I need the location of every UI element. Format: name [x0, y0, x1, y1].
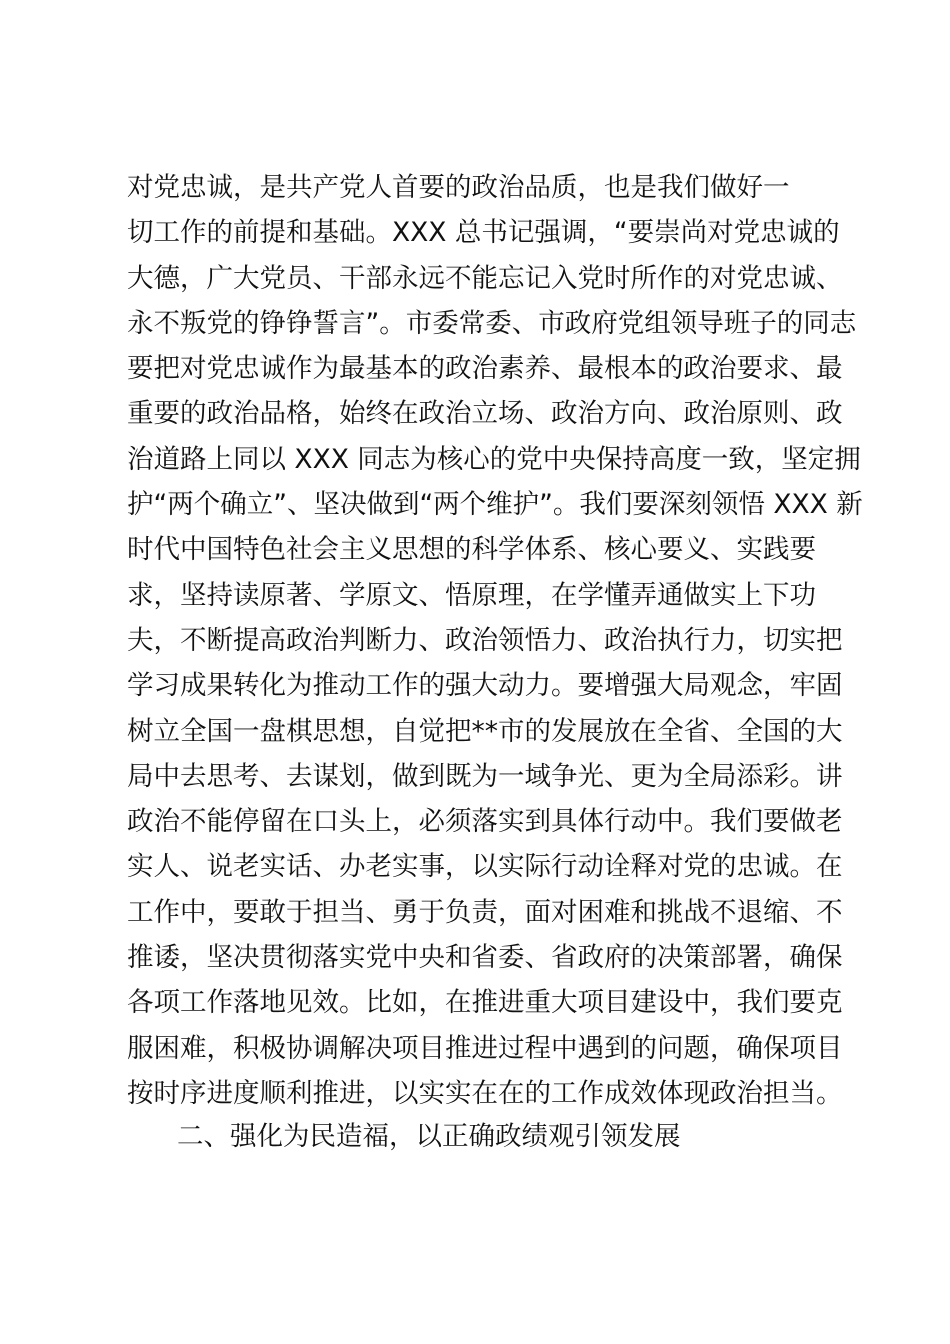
paragraph-line: 学习成果转化为推动工作的强大动力。要增强大局观念，牢固	[127, 670, 843, 702]
paragraph-line: 政治不能停留在口头上，必须落实到具体行动中。我们要做老	[127, 806, 843, 838]
paragraph-line: 实人、说老实话、办老实事，以实际行动诠释对党的忠诚。在	[127, 851, 843, 883]
paragraph-line: 大德，广大党员、干部永远不能忘记入党时所作的对党忠诚、	[127, 262, 843, 294]
paragraph-line: 永不叛党的铮铮誓言”。市委常委、市政府党组领导班子的同志	[127, 307, 857, 339]
paragraph-line: 要把对党忠诚作为最基本的政治素养、最根本的政治要求、最	[127, 353, 843, 385]
paragraph-line: 治道路上同以 XXX 同志为核心的党中央保持高度一致，坚定拥	[127, 443, 861, 475]
paragraph-line: 时代中国特色社会主义思想的科学体系、核心要义、实践要	[127, 534, 816, 566]
body-paragraph	[127, 165, 863, 1116]
paragraph-line: 推诿，坚决贯彻落实党中央和省委、省政府的决策部署，确保	[127, 942, 843, 974]
paragraph-line: 按时序进度顺利推进，以实实在在的工作成效体现政治担当。	[127, 1077, 843, 1109]
paragraph-line: 树立全国一盘棋思想，自觉把**市的发展放在全省、全国的大	[127, 715, 843, 747]
paragraph-line: 护“两个确立”、坚决做到“两个维护”。我们要深刻领悟 XXX 新	[127, 489, 863, 521]
paragraph-line: 服困难，积极协调解决项目推进过程中遇到的问题，确保项目	[127, 1032, 843, 1064]
paragraph-line: 切工作的前提和基础。XXX 总书记强调，“要崇尚对党忠诚的	[127, 217, 840, 249]
paragraph-line: 局中去思考、去谋划，做到既为一域争光、更为全局添彩。讲	[127, 760, 843, 792]
paragraph-line: 工作中，要敢于担当、勇于负责，面对困难和挑战不退缩、不	[127, 896, 843, 928]
section-heading: 二、强化为民造福，以正确政绩观引领发展	[177, 1121, 681, 1152]
paragraph-line: 各项工作落地见效。比如，在推进重大项目建设中，我们要克	[127, 987, 843, 1019]
paragraph-line: 重要的政治品格，始终在政治立场、政治方向、政治原则、政	[127, 398, 843, 430]
paragraph-line: 对党忠诚，是共产党人首要的政治品质，也是我们做好一	[127, 172, 790, 203]
paragraph-line: 夫，不断提高政治判断力、政治领悟力、政治执行力，切实把	[127, 624, 843, 656]
paragraph-line: 求，坚持读原著、学原文、悟原理，在学懂弄通做实上下功	[127, 579, 816, 611]
